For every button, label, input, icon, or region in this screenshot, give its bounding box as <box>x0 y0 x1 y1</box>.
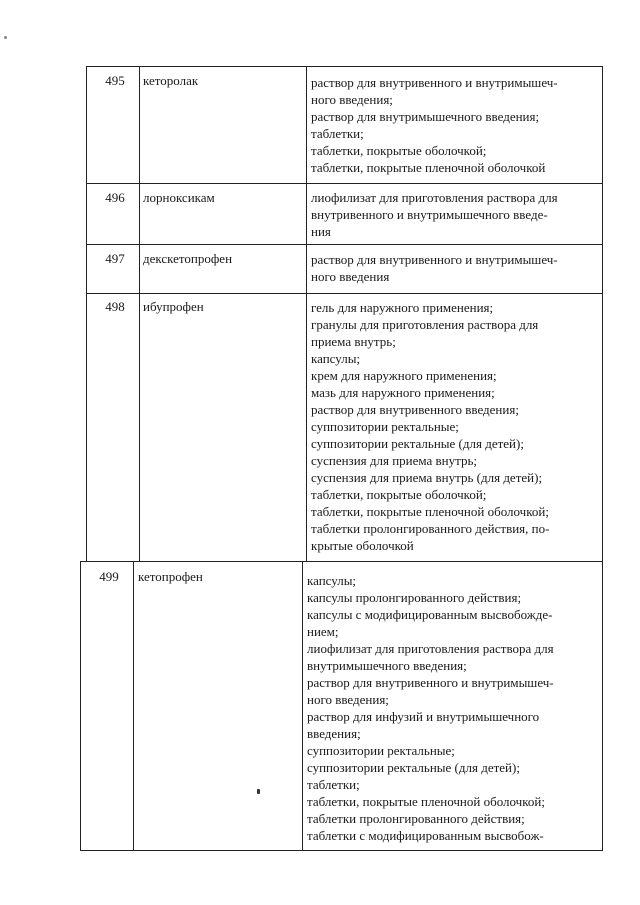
dosage-form-line: гель для наружного применения; <box>311 300 494 315</box>
drug-name: кетопрофен <box>138 569 203 584</box>
dosage-form-line: раствор для внутривенного и внутримышеч- <box>307 675 554 690</box>
dosage-form-line: таблетки, покрытые пленочной оболочкой <box>311 160 546 175</box>
dosage-form-line: суппозитории ректальные (для детей); <box>307 760 520 775</box>
table-left-border <box>86 66 87 562</box>
table-top-border <box>86 66 603 67</box>
column-divider <box>133 561 134 851</box>
drug-name: декскетопрофен <box>143 251 233 266</box>
scan-speck <box>257 789 260 794</box>
dosage-form-line: внутривенного и внутримышечного введе- <box>311 207 548 222</box>
dosage-form-line: ного введения; <box>311 92 393 107</box>
drug-name: лорноксикам <box>143 190 215 205</box>
dosage-form-line: таблетки; <box>307 777 360 792</box>
table-left-border <box>80 561 81 851</box>
dosage-form-line: таблетки, покрытые оболочкой; <box>311 487 487 502</box>
dosage-form-line: таблетки с модифицированным высвобож- <box>307 828 544 843</box>
dosage-form-line: таблетки, покрытые пленочной оболочкой; <box>311 504 549 519</box>
row-number: 497 <box>105 251 125 266</box>
row-number: 496 <box>105 190 125 205</box>
table-bottom-border <box>80 850 602 851</box>
dosage-form-line: таблетки пролонгированного действия, по- <box>311 521 550 536</box>
dosage-form-line: таблетки пролонгированного действия; <box>307 811 525 826</box>
dosage-form-line: ного введения; <box>307 692 389 707</box>
column-divider <box>139 66 140 562</box>
dosage-form-line: раствор для внутривенного введения; <box>311 402 519 417</box>
dosage-form-line: ного введения <box>311 269 390 284</box>
dosage-form-line: гранулы для приготовления раствора для <box>311 317 539 332</box>
dosage-form-line: приема внутрь; <box>311 334 396 349</box>
row-divider <box>86 293 603 294</box>
table-right-border <box>602 66 603 851</box>
dosage-form-line: таблетки, покрытые пленочной оболочкой; <box>307 794 545 809</box>
dosage-form-line: крытые оболочкой <box>311 538 414 553</box>
dosage-form-line: нием; <box>307 624 339 639</box>
row-divider <box>86 183 603 184</box>
dosage-form-line: введения; <box>307 726 361 741</box>
dosage-form-line: раствор для внутримышечного введения; <box>311 109 540 124</box>
dosage-form-line: раствор для инфузий и внутримышечного <box>307 709 540 724</box>
dosage-form-line: лиофилизат для приготовления раствора для <box>307 641 554 656</box>
row-divider <box>80 561 603 562</box>
drug-name: ибупрофен <box>143 299 204 314</box>
scan-speck <box>4 36 7 39</box>
dosage-form-line: ния <box>311 224 331 239</box>
dosage-form-line: раствор для внутривенного и внутримышеч- <box>311 252 558 267</box>
row-number: 499 <box>99 569 119 584</box>
dosage-form-line: мазь для наружного применения; <box>311 385 495 400</box>
dosage-form-line: капсулы; <box>311 351 361 366</box>
row-divider <box>86 244 603 245</box>
column-divider <box>306 66 307 562</box>
dosage-form-line: капсулы с модифицированным высвобожде- <box>307 607 553 622</box>
dosage-form-line: раствор для внутривенного и внутримышеч- <box>311 75 558 90</box>
dosage-form-line: внутримышечного введения; <box>307 658 467 673</box>
dosage-form-line: суспензия для приема внутрь (для детей); <box>311 470 543 485</box>
dosage-form-line: лиофилизат для приготовления раствора для <box>311 190 558 205</box>
dosage-form-line: капсулы; <box>307 573 357 588</box>
dosage-form-line: суппозитории ректальные; <box>307 743 455 758</box>
column-divider <box>302 561 303 851</box>
dosage-form-line: таблетки; <box>311 126 364 141</box>
row-number: 498 <box>105 299 125 314</box>
row-number: 495 <box>105 73 125 88</box>
dosage-form-line: суппозитории ректальные; <box>311 419 459 434</box>
dosage-form-line: капсулы пролонгированного действия; <box>307 590 522 605</box>
dosage-form-line: суспензия для приема внутрь; <box>311 453 478 468</box>
drug-name: кеторолак <box>143 73 199 88</box>
dosage-form-line: суппозитории ректальные (для детей); <box>311 436 524 451</box>
dosage-form-line: крем для наружного применения; <box>311 368 497 383</box>
dosage-form-line: таблетки, покрытые оболочкой; <box>311 143 487 158</box>
